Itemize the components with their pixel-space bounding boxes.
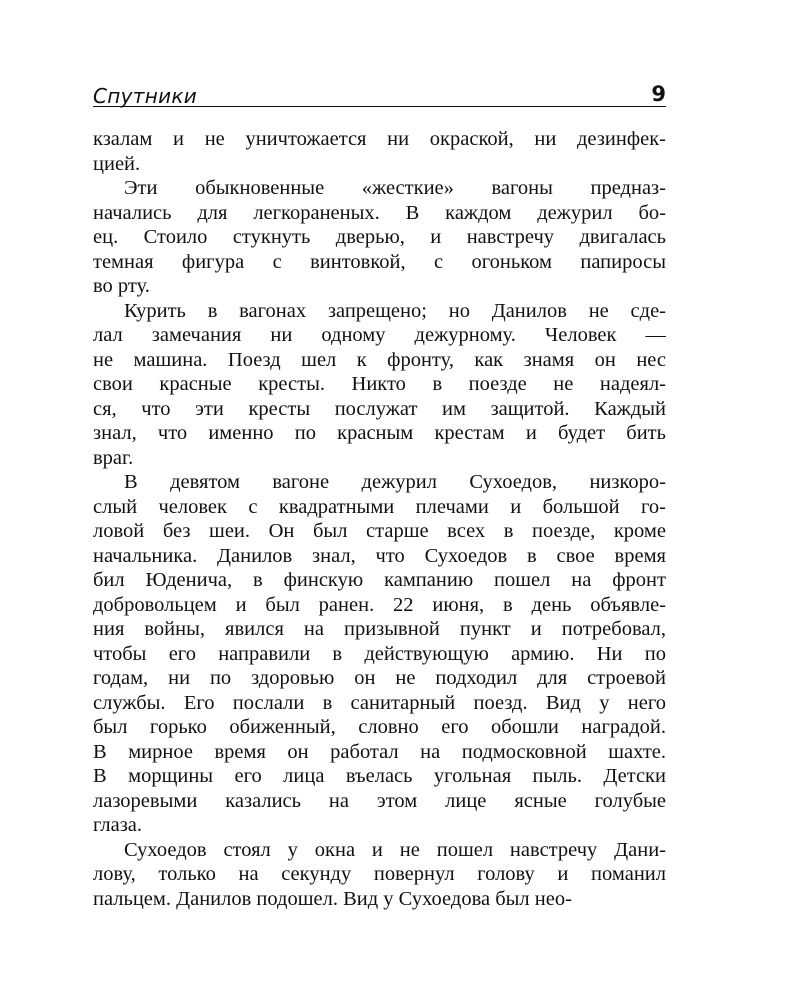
text-line: был горько обиженный, словно его обошли наградой. [93,716,666,738]
text-line: Сухоедов стоял у окна и не пошел навстречу Дани- [124,838,666,861]
text-line: темная фигура с винтовкой, с огоньком папиросы [93,250,666,273]
text-line: бил Юденича, в финскую кампанию пошел на фронт [93,569,666,591]
text-line: ловой без шеи. Он был старше всех в поезде, кроме [93,520,666,542]
text-line: чтобы его направили в действующую армию. Ни по [93,642,666,665]
text-line: начались для легкораненых. В каждом дежурил бо- [93,201,666,224]
text-line: В девятом вагоне дежурил Сухоедов, низкоро- [124,471,666,493]
text-line: глаза. [93,814,143,836]
text-line: не машина. Поезд шел к фронту, как знамя он нес [93,348,666,371]
text-line: ец. Стоило стукнуть дверью, и навстречу двигалась [93,226,666,248]
running-title: Спутники [93,84,198,108]
text-line: во рту. [93,275,150,297]
text-line: добровольцем и был ранен. 22 июня, в день объявле- [93,593,666,616]
text-line: ния войны, явился на призывной пункт и потребовал, [93,618,666,640]
text-line: В морщины его лица въелась угольная пыль. Детски [93,765,666,787]
text-line: начальника. Данилов знал, что Сухоедов в свое время [93,544,666,567]
paragraph [93,299,666,471]
paragraph [93,470,666,838]
page-number: 9 [651,82,666,106]
body-text [93,127,666,911]
paragraph [93,838,666,912]
text-line: Курить в вагонах запрещено; но Данилов не сде- [124,299,666,322]
text-line: службы. Его послали в санитарный поезд. Вид у него [93,691,666,714]
text-line: цией. [93,152,141,175]
text-line: кзалам и не уничтожается ни окраской, ни дезинфек- [93,128,666,150]
text-line: ся, что эти кресты послужат им защитой. Каждый [93,397,666,420]
text-line: лал замечания ни одному дежурному. Человек — [93,324,666,346]
paragraph [93,127,666,176]
text-line: В мирное время он работал на подмосковной шахте. [93,740,666,763]
text-line: годам, ни по здоровью он не подходил для строевой [93,667,666,689]
text-line: лову, только на секунду повернул голову и поманил [93,863,666,885]
text-line: враг. [93,446,134,469]
text-line: лазоревыми казались на этом лице ясные голубые [93,789,666,812]
header-rule [93,106,666,107]
text-line: Эти обыкновенные «жесткие» вагоны предназ- [124,177,666,199]
text-line: знал, что именно по красным крестам и будет бить [93,422,666,444]
paragraph [93,176,666,299]
text-line: слый человек с квадратными плечами и большой го- [93,495,666,518]
text-line: свои красные кресты. Никто в поезде не надеял- [93,373,666,395]
text-line: пальцем. Данилов подошел. Вид у Сухоедова был нео- [93,887,572,910]
